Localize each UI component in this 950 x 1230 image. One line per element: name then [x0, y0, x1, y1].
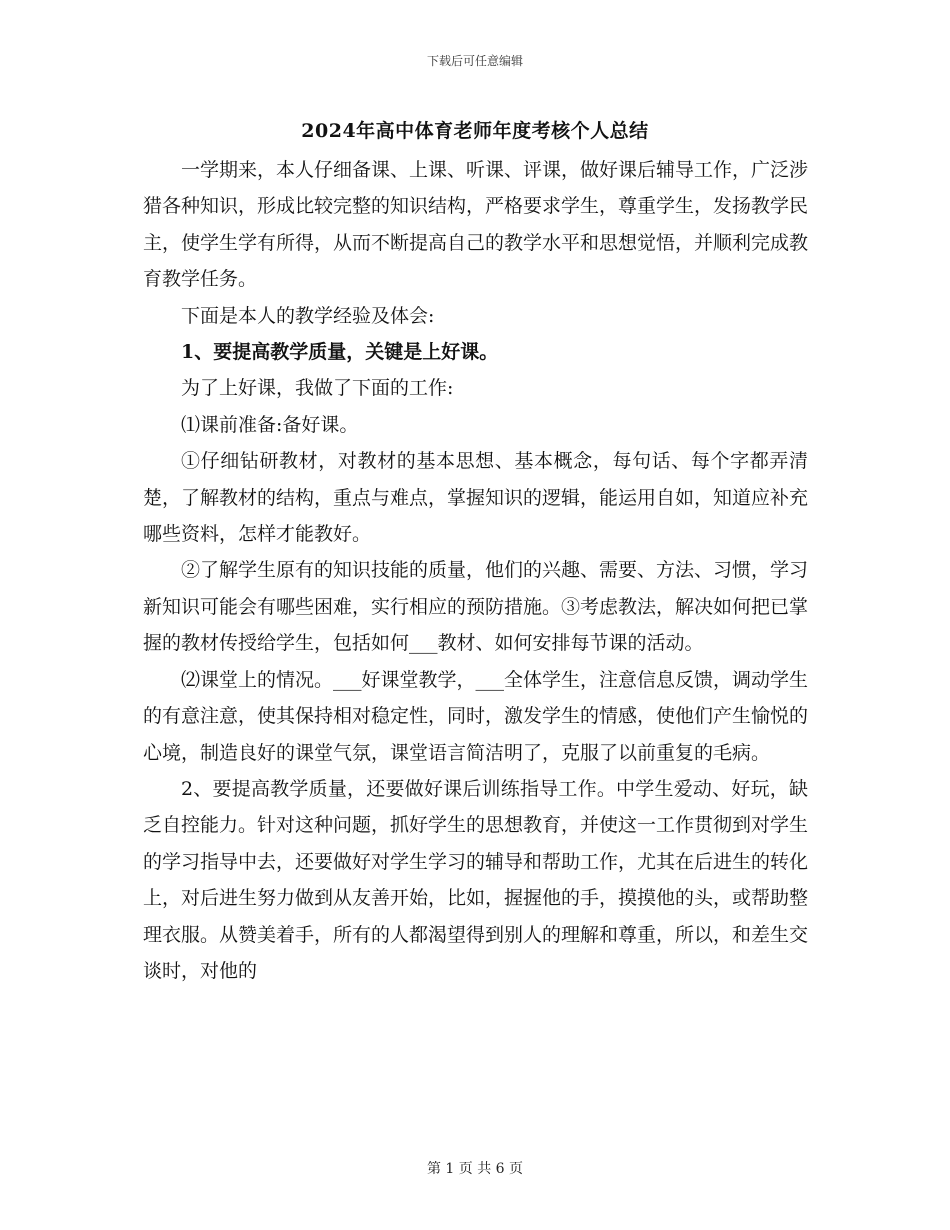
page-footer: 第 1 页 共 6 页 [426, 1161, 524, 1177]
paragraph: ⑵课堂上的情况。___好课堂教学，___全体学生，注意信息反馈，调动学生的有意注意，使其保持相对稳定性，同时，激发学生的情感，使他们产生愉悦的心境，制造良好的课堂气氛，课堂语言简洁明了，克服了以前重复的毛病。 [143, 668, 809, 764]
paragraph: ①仔细钻研教材，对教材的基本思想、基本概念，每句话、每个字都弄清楚，了解教材的结构，重点与难点，掌握知识的逻辑，能运用自如，知道应补充哪些资料，怎样才能教好。 [143, 450, 809, 546]
paragraph: 2、要提高教学质量，还要做好课后训练指导工作。中学生爱动、好玩，缺乏自控能力。针对这种问题，抓好学生的思想教育，并使这一工作贯彻到对学生的学习指导中去，还要做好对学生学习的辅导和帮助工作，尤其在后进生的转化上，对后进生努力做到从友善开始，比如，握握他的手，摸摸他的头，或帮助整理衣服。从赞美着手，所有的人都渴望得到别人的理解和尊重，所以，和差生交谈时，对他的 [143, 777, 809, 982]
document-title: 2024年高中体育老师年度考核个人总结 [301, 120, 649, 142]
section-heading-1: 1、要提高教学质量，关键是上好课。 [181, 341, 499, 364]
page-header: 下载后可任意编辑 [426, 54, 523, 68]
paragraph: ⑴课前准备:备好课。 [181, 413, 359, 436]
paragraph: 为了上好课，我做了下面的工作: [181, 377, 454, 400]
paragraph-intro: 一学期来，本人仔细备课、上课、听课、评课，做好课后辅导工作，广泛涉猎各种知识，形成比较完整的知识结构，严格要求学生，尊重学生，发扬教学民主，使学生学有所得，从而不断提高自己的教学水平和思想觉悟，并顺利完成教育教学任务。 [143, 159, 809, 291]
paragraph: ②了解学生原有的知识技能的质量，他们的兴趣、需要、方法、习惯，学习新知识可能会有哪些困难，实行相应的预防措施。③考虑教法，解决如何把已掌握的教材传授给学生，包括如何___教材、如何安排每节课的活动。 [143, 559, 809, 655]
paragraph-lead: 下面是本人的教学经验及体会: [181, 304, 435, 327]
document-body [143, 152, 808, 989]
